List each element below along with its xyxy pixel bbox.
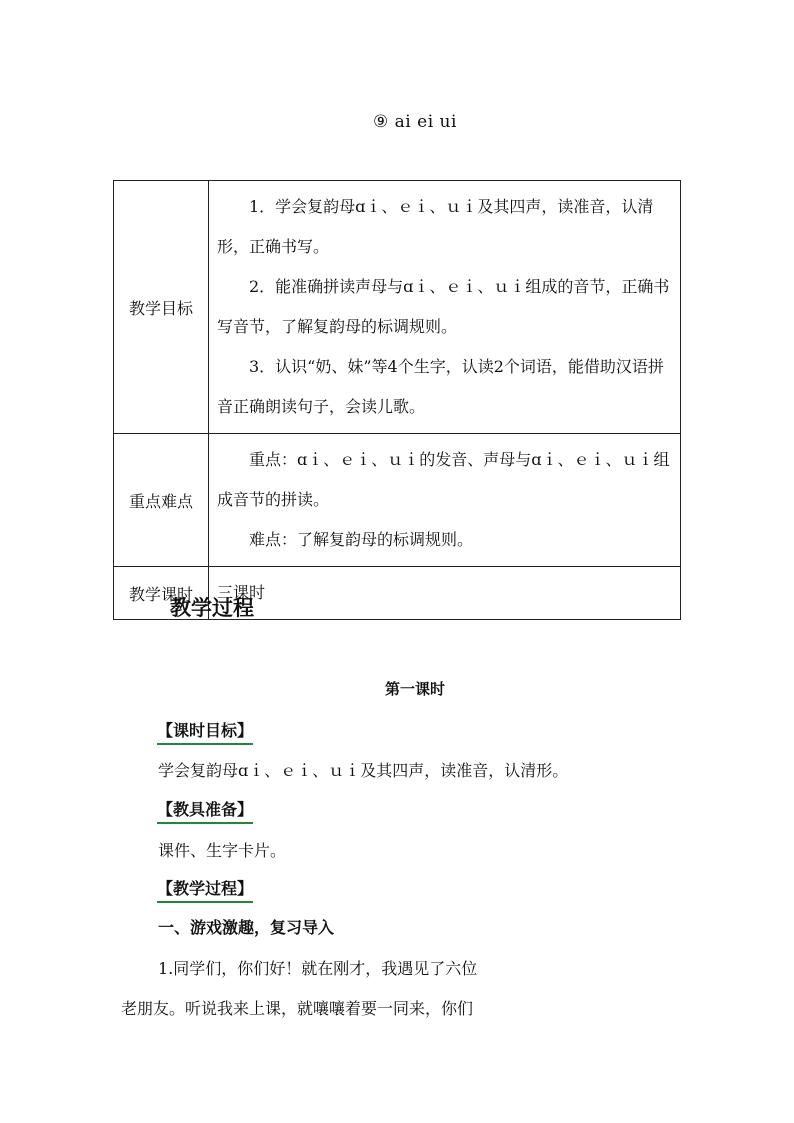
step-one-line-2: 老朋友。听说我来上课，就嚷嚷着要一同来，你们	[121, 999, 474, 1018]
objective-text: 学会复韵母ɑｉ、ｅｉ、ｕｉ及其四声，读准音，认清形。	[158, 761, 569, 780]
prep-text: 课件、生字卡片。	[158, 841, 287, 860]
document-title: ⑨ ai ei ui	[373, 112, 457, 132]
goals-content	[209, 181, 681, 434]
key-point-focus: 重点：ɑｉ、ｅｉ、ｕｉ的发音、声母与ɑｉ、ｅｉ、ｕｉ组成音节的拼读。	[217, 450, 670, 509]
hours-label: 教学课时	[114, 567, 209, 620]
lesson-title: 第一课时	[384, 680, 445, 698]
section-title: 教学过程	[170, 595, 254, 620]
table-row-key-points	[114, 434, 681, 567]
goal-item-2: 2．能准确拼读声母与ɑｉ、ｅｉ、ｕｉ组成的音节，正确书写音节，了解复韵母的标调规则。	[217, 277, 670, 336]
key-points-label: 重点难点	[114, 434, 209, 567]
step-one-line-1: 1.同学们，你们好！就在刚才，我遇见了六位	[158, 959, 478, 978]
objective-heading: 【课时目标】	[157, 718, 253, 745]
goal-item-3: 3．认识“奶、妹”等4个生字，认读2个词语，能借助汉语拼音正确朗读句子，会读儿歌。	[217, 357, 664, 416]
key-points-content	[209, 434, 681, 567]
goal-item-1: 1．学会复韵母ɑｉ、ｅｉ、ｕｉ及其四声，读准音，认清形，正确书写。	[217, 197, 654, 256]
hours-value: 三课时	[209, 567, 681, 620]
key-point-difficulty: 难点：了解复韵母的标调规则。	[249, 530, 474, 549]
table-row-goals	[114, 181, 681, 434]
goals-label: 教学目标	[114, 181, 209, 434]
step-one-heading: 一、游戏激趣，复习导入	[158, 918, 335, 937]
prep-heading: 【教具准备】	[157, 797, 253, 824]
process-heading: 【教学过程】	[157, 876, 253, 903]
lesson-info-table	[113, 180, 681, 620]
